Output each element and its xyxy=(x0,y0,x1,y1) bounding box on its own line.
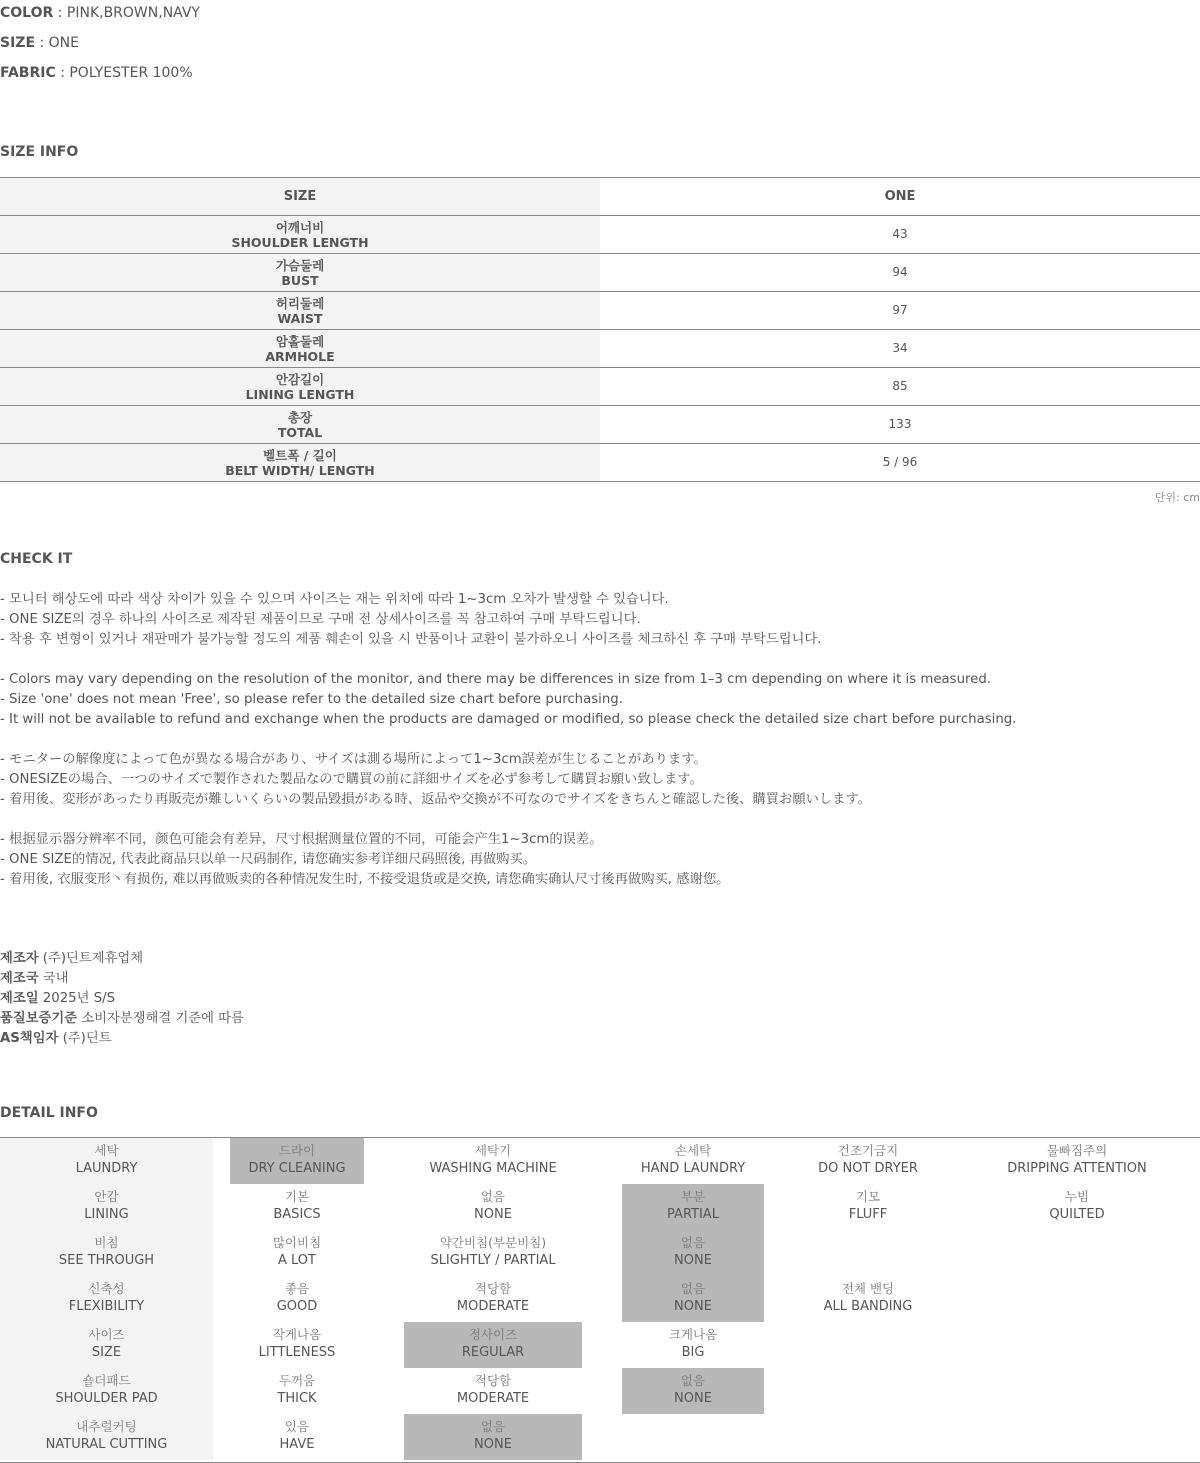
measure-kr: 가슴둘레 xyxy=(275,257,325,273)
detail-option-kr: 적당함 xyxy=(474,1281,512,1296)
note-line: - It will not be available to refund and exchange when the products are damaged or modified, so please check the detailed size chart before purchasing. xyxy=(0,712,1017,727)
detail-option xyxy=(787,1276,949,1322)
detail-label-kr: 세탁 xyxy=(94,1143,119,1158)
detail-label-en: NATURAL CUTTING xyxy=(45,1437,168,1452)
detail-option-en: NONE xyxy=(474,1437,512,1452)
detail-option-en: NONE xyxy=(674,1253,712,1268)
table-row xyxy=(0,216,1200,254)
check-it-notes xyxy=(0,590,1016,890)
detail-option-kr: 두꺼움 xyxy=(278,1373,316,1388)
spec-color xyxy=(0,4,200,22)
detail-option-kr: 많이비침 xyxy=(272,1235,322,1250)
detail-option-en: NONE xyxy=(674,1299,712,1314)
measure-kr: 안감길이 xyxy=(275,371,325,387)
detail-option-kr: 있음 xyxy=(284,1419,310,1434)
detail-option-en: NONE xyxy=(474,1207,512,1222)
size-table xyxy=(0,177,1200,482)
detail-option-kr: 없음 xyxy=(680,1235,706,1250)
measure-kr: 벨트폭 / 길이 xyxy=(263,447,337,463)
detail-option xyxy=(787,1138,949,1184)
note-line: - 착용 후 변형이 있거나 재판매가 불가능할 정도의 제품 훼손이 있을 시 반품이나 교환이 불가하오니 사이즈를 체크하신 후 구매 부탁드립니다. xyxy=(0,632,822,647)
measure-label xyxy=(0,444,600,482)
note-line: - モニターの解像度によって色が異なる場合があり、サイズは測る場所によって1~3cm誤差が生じることがあります。 xyxy=(0,752,707,767)
detail-label-en: LINING xyxy=(84,1207,129,1222)
measure-kr: 암홀둘레 xyxy=(275,333,325,349)
spec-value: : PINK,BROWN,NAVY xyxy=(57,5,200,21)
measure-en: BELT WIDTH/ LENGTH xyxy=(225,462,375,478)
maker-value: 국내 xyxy=(42,971,69,986)
detail-option-selected xyxy=(622,1184,764,1230)
detail-option-kr: 건조기금지 xyxy=(837,1143,899,1158)
detail-option xyxy=(622,1322,764,1368)
measure-label xyxy=(0,330,600,368)
measure-en: ARMHOLE xyxy=(265,348,335,364)
maker-row xyxy=(0,949,244,969)
detail-label-en: FLEXIBILITY xyxy=(68,1299,145,1314)
size-header-value: ONE xyxy=(600,178,1200,216)
detail-label xyxy=(0,1322,213,1368)
size-info-title: SIZE INFO xyxy=(0,144,79,160)
detail-option-en: MODERATE xyxy=(456,1391,530,1406)
detail-label-kr: 비침 xyxy=(94,1235,119,1250)
detail-option-selected xyxy=(622,1276,764,1322)
detail-option-en: QUILTED xyxy=(1049,1207,1105,1222)
measure-kr: 총장 xyxy=(287,409,313,425)
maker-value: 2025년 S/S xyxy=(42,991,116,1006)
detail-option-en: DRIPPING ATTENTION xyxy=(1007,1161,1147,1176)
size-table-header xyxy=(0,178,1200,216)
table-row xyxy=(0,292,1200,330)
maker-value: (주)딘트 xyxy=(62,1031,112,1046)
detail-table xyxy=(0,1137,1200,1463)
detail-option-selected xyxy=(622,1368,764,1414)
detail-label-en: SEE THROUGH xyxy=(58,1253,155,1268)
detail-option-kr: 전체 밴딩 xyxy=(841,1281,895,1296)
table-row xyxy=(0,444,1200,482)
detail-option-kr: 기본 xyxy=(284,1189,310,1204)
maker-value: (주)딘트제휴업체 xyxy=(42,951,144,966)
measure-en: SHOULDER LENGTH xyxy=(231,234,369,250)
note-line: - ONE SIZE的情况, 代表此商品只以单一尺码制作, 请您确实参考详细尺码照後, 再做购买。 xyxy=(0,852,537,867)
detail-option-en: GOOD xyxy=(276,1299,318,1314)
spec-key: SIZE xyxy=(0,35,36,51)
spec-value: : ONE xyxy=(39,35,79,51)
measure-value: 97 xyxy=(600,292,1200,330)
measure-en: WAIST xyxy=(277,310,323,326)
measure-kr: 어깨너비 xyxy=(275,219,325,235)
spec-key: FABRIC xyxy=(0,65,56,81)
maker-row xyxy=(0,1029,244,1049)
detail-label-en: SHOULDER PAD xyxy=(55,1391,158,1406)
detail-label xyxy=(0,1276,213,1322)
detail-option xyxy=(404,1368,582,1414)
detail-option xyxy=(404,1276,582,1322)
detail-option-en: NONE xyxy=(674,1391,712,1406)
detail-option-kr: 드라이 xyxy=(278,1143,316,1158)
maker-key: AS책임자 xyxy=(0,1031,59,1046)
detail-option xyxy=(230,1184,364,1230)
detail-label-kr: 숄더패드 xyxy=(82,1373,131,1388)
detail-option-kr: 손세탁 xyxy=(674,1143,712,1158)
detail-option-en: PARTIAL xyxy=(667,1207,719,1222)
detail-option-kr: 약간비침(부분비침) xyxy=(439,1235,547,1250)
detail-option-kr: 적당함 xyxy=(474,1373,512,1388)
maker-key: 제조국 xyxy=(0,971,39,986)
detail-label xyxy=(0,1368,213,1414)
spec-key: COLOR xyxy=(0,5,54,21)
detail-label xyxy=(0,1184,213,1230)
detail-option xyxy=(230,1368,364,1414)
detail-option xyxy=(230,1230,364,1276)
detail-option-en: FLUFF xyxy=(848,1207,888,1222)
detail-option xyxy=(955,1184,1199,1230)
detail-option-selected xyxy=(230,1138,364,1184)
measure-value: 34 xyxy=(600,330,1200,368)
note-line: - 根据显示器分辨率不同，颜色可能会有差异，尺寸根据测量位置的不同，可能会产生1~3cm的误差。 xyxy=(0,832,603,847)
detail-label xyxy=(0,1230,213,1276)
maker-info xyxy=(0,949,244,1049)
detail-option-en: BASICS xyxy=(273,1207,321,1222)
maker-value: 소비자분쟁해결 기준에 따름 xyxy=(81,1011,244,1026)
detail-option xyxy=(230,1322,364,1368)
note-line: - 着用後、変形があったり再販売が難しいくらいの製品毀損がある時、返品や交換が不可なのでサイズをきちんと確認した後、購買お願いします。 xyxy=(0,792,872,807)
detail-option xyxy=(404,1184,582,1230)
measure-label xyxy=(0,216,600,254)
detail-option-kr: 부분 xyxy=(680,1189,706,1204)
detail-option-en: ALL BANDING xyxy=(823,1299,913,1314)
measure-label xyxy=(0,406,600,444)
detail-option-kr: 정사이즈 xyxy=(468,1327,518,1342)
detail-option-en: SLIGHTLY / PARTIAL xyxy=(430,1253,556,1268)
detail-option xyxy=(230,1276,364,1322)
detail-option-en: WASHING MACHINE xyxy=(429,1161,557,1176)
detail-label-en: LAUNDRY xyxy=(75,1161,138,1176)
detail-option-en: BIG xyxy=(681,1345,705,1360)
table-row xyxy=(0,406,1200,444)
detail-option-selected xyxy=(404,1414,582,1460)
measure-value: 94 xyxy=(600,254,1200,292)
detail-option-kr: 물빠짐주의 xyxy=(1046,1143,1108,1158)
detail-option xyxy=(404,1138,582,1184)
check-it-title: CHECK IT xyxy=(0,551,73,567)
note-line: - ONE SIZE의 경우 하나의 사이즈로 제작된 제품이므로 구매 전 상세사이즈를 꼭 참고하여 구매 부탁드립니다. xyxy=(0,612,641,627)
detail-option-kr: 없음 xyxy=(680,1281,706,1296)
maker-key: 제조일 xyxy=(0,991,39,1006)
detail-label-kr: 안감 xyxy=(94,1189,119,1204)
detail-label-kr: 내추럴커팅 xyxy=(76,1419,137,1434)
detail-label xyxy=(0,1138,213,1184)
detail-option-selected xyxy=(622,1230,764,1276)
detail-option-kr: 없음 xyxy=(680,1373,706,1388)
detail-option xyxy=(404,1230,582,1276)
measure-label xyxy=(0,254,600,292)
note-line: - Size 'one' does not mean 'Free', so please refer to the detailed size chart before purchasing. xyxy=(0,692,623,707)
measure-en: LINING LENGTH xyxy=(245,386,355,402)
detail-label xyxy=(0,1414,213,1460)
detail-option-en: MODERATE xyxy=(456,1299,530,1314)
detail-label-kr: 사이즈 xyxy=(88,1327,125,1342)
table-row xyxy=(0,368,1200,406)
detail-option-kr: 없음 xyxy=(480,1419,506,1434)
maker-row xyxy=(0,969,244,989)
detail-option-kr: 크게나옴 xyxy=(668,1327,718,1342)
table-row xyxy=(0,254,1200,292)
detail-option-en: THICK xyxy=(277,1391,317,1406)
detail-option-kr: 없음 xyxy=(480,1189,506,1204)
detail-info-title: DETAIL INFO xyxy=(0,1105,98,1121)
detail-option xyxy=(787,1184,949,1230)
measure-kr: 허리둘레 xyxy=(275,295,325,311)
measure-value: 43 xyxy=(600,216,1200,254)
detail-label-kr: 신축성 xyxy=(88,1281,125,1296)
maker-key: 품질보증기준 xyxy=(0,1011,78,1026)
measure-value: 85 xyxy=(600,368,1200,406)
detail-option-en: REGULAR xyxy=(461,1345,525,1360)
spec-size xyxy=(0,34,79,52)
measure-value: 5 / 96 xyxy=(600,444,1200,482)
note-line: - 着用後, 衣服变形丶有损伤, 难以再做贩卖的各种情况发生时, 不接受退货或是交换, 请您确实确认尺寸後再做购买, 感谢您。 xyxy=(0,872,730,887)
spec-value: : POLYESTER 100% xyxy=(60,65,193,81)
detail-option-kr: 기모 xyxy=(855,1189,881,1204)
measure-label xyxy=(0,368,600,406)
detail-option xyxy=(955,1138,1199,1184)
size-header-label: SIZE xyxy=(0,178,600,216)
measure-en: TOTAL xyxy=(277,424,323,440)
unit-note: 단위: cm xyxy=(1154,491,1200,504)
table-row xyxy=(0,330,1200,368)
detail-option-en: HAND LAUNDRY xyxy=(640,1161,746,1176)
measure-label xyxy=(0,292,600,330)
maker-key: 제조자 xyxy=(0,951,39,966)
detail-option xyxy=(622,1138,764,1184)
detail-option-selected xyxy=(404,1322,582,1368)
measure-value: 133 xyxy=(600,406,1200,444)
detail-option-en: DO NOT DRYER xyxy=(818,1161,918,1176)
detail-option-kr: 작게나옴 xyxy=(272,1327,322,1342)
detail-option-kr: 좋음 xyxy=(284,1281,310,1296)
detail-option-en: LITTLENESS xyxy=(258,1345,336,1360)
maker-row xyxy=(0,1009,244,1029)
maker-row xyxy=(0,989,244,1009)
detail-option xyxy=(230,1414,364,1460)
detail-option-kr: 누빔 xyxy=(1064,1189,1090,1204)
detail-option-en: DRY CLEANING xyxy=(248,1161,346,1176)
detail-option-en: HAVE xyxy=(279,1437,315,1452)
note-line: - 모니터 해상도에 따라 색상 차이가 있을 수 있으며 사이즈는 재는 위치에 따라 1~3cm 오차가 발생할 수 있습니다. xyxy=(0,592,669,607)
detail-label-en: SIZE xyxy=(91,1345,122,1360)
note-line: - ONESIZEの場合、一つのサイズで製作された製品なので購買の前に詳細サイズを必ず参考して購買お願い致します。 xyxy=(0,772,703,787)
detail-option-en: A LOT xyxy=(278,1253,316,1268)
detail-option-kr: 세탁기 xyxy=(474,1143,512,1158)
note-line: - Colors may vary depending on the resolution of the monitor, and there may be differences in size from 1–3 cm depending on where it is measured. xyxy=(0,672,992,687)
spec-fabric xyxy=(0,64,193,82)
measure-en: BUST xyxy=(281,272,319,288)
